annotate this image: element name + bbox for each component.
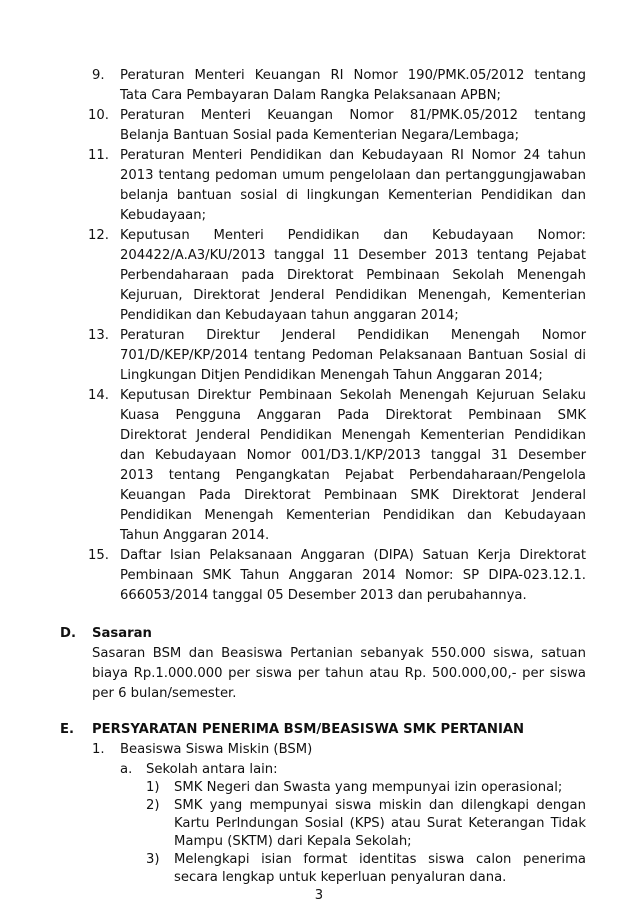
list-item-line: Tata Cara Pembayaran Dalam Rangka Pelaksanaan APBN;: [120, 88, 501, 103]
list-item-line: Kejuruan, Direktorat Jenderal Pendidikan Menengah, Kementerian: [120, 288, 586, 303]
list-item-line: Melengkapi isian format identitas siswa calon penerima: [174, 852, 586, 867]
list-item-line: SMK Negeri dan Swasta yang mempunyai izin operasional;: [174, 780, 563, 795]
list-number: 15.: [88, 548, 109, 563]
list-number: 13.: [88, 328, 109, 343]
section-heading: PERSYARATAN PENERIMA BSM/BEASISWA SMK PERTANIAN: [92, 722, 525, 737]
list-item-line: dan Kebudayaan Nomor 001/D3.1/KP/2013 tanggal 31 Desember: [120, 448, 586, 463]
list-item-line: Mampu (SKTM) dari Kepala Sekolah;: [174, 834, 412, 849]
sub-heading: Beasiswa Siswa Miskin (BSM): [120, 742, 313, 757]
section-letter: E.: [60, 722, 75, 737]
list-item-line: Belanja Bantuan Sosial pada Kementerian Negara/Lembaga;: [120, 128, 520, 143]
list-item-line: Keputusan Direktur Pembinaan Sekolah Menengah Kejuruan Selaku: [120, 388, 586, 403]
list-item-line: Keuangan Pada Direktorat Pembinaan SMK Direktorat Jenderal: [120, 488, 586, 503]
list-item-line: 204422/A.A3/KU/2013 tanggal 11 Desember 2013 tentang Pejabat: [120, 248, 586, 263]
sub-heading: Sekolah antara lain:: [146, 762, 278, 777]
sub-letter: a.: [120, 762, 133, 777]
list-number: 10.: [88, 108, 109, 123]
list-item-line: Kuasa Pengguna Anggaran Pada Direktorat Pembinaan SMK: [120, 408, 586, 423]
section-letter: D.: [60, 626, 76, 641]
list-number: 12.: [88, 228, 109, 243]
list-item-line: Perbendaharaan pada Direktorat Pembinaan Sekolah Menengah: [120, 268, 586, 283]
list-item-line: Kartu Perlndungan Sosial (KPS) atau Surat Keterangan Tidak: [174, 816, 586, 831]
list-item-line: Keputusan Menteri Pendidikan dan Kebudayaan Nomor:: [120, 228, 586, 243]
section-heading: Sasaran: [92, 626, 152, 641]
list-item-line: Peraturan Direktur Jenderal Pendidikan Menengah Nomor: [120, 328, 586, 343]
list-item-line: 2013 tentang Pengangkatan Pejabat Perbendaharaan/Pengelola: [120, 468, 586, 483]
list-item-line: Peraturan Menteri Pendidikan dan Kebudayaan RI Nomor 24 tahun: [120, 148, 586, 163]
list-item-line: secara lengkap untuk keperluan penyaluran dana.: [174, 870, 507, 885]
list-item-line: Peraturan Menteri Keuangan Nomor 81/PMK.05/2012 tentang: [120, 108, 586, 123]
list-item-line: Pendidikan dan Kebudayaan tahun anggaran 2014;: [120, 308, 459, 323]
paragraph-line: Sasaran BSM dan Beasiswa Pertanian sebanyak 550.000 siswa, satuan: [92, 646, 586, 661]
list-item-line: Pendidikan Menengah Kementerian Pendidikan dan Kebudayaan: [120, 508, 586, 523]
page-number: 3: [314, 888, 324, 903]
list-number: 1): [146, 780, 160, 795]
list-number: 9.: [92, 68, 105, 83]
list-number: 14.: [88, 388, 109, 403]
list-item-line: Direktorat Jenderal Pendidikan Menengah Kementerian Pendidikan: [120, 428, 586, 443]
list-item-line: 701/D/KEP/KP/2014 tentang Pedoman Pelaksanaan Bantuan Sosial di: [120, 348, 586, 363]
list-item-line: Pembinaan SMK Tahun Anggaran 2014 Nomor: SP DIPA-023.12.1.: [120, 568, 586, 583]
list-item-line: Kebudayaan;: [120, 208, 207, 223]
list-item-line: SMK yang mempunyai siswa miskin dan dilengkapi dengan: [174, 798, 586, 813]
list-number: 2): [146, 798, 160, 813]
list-item-line: belanja bantuan sosial di lingkungan Kementerian Pendidikan dan: [120, 188, 586, 203]
paragraph-line: per 6 bulan/semester.: [92, 686, 237, 701]
list-number: 11.: [88, 148, 109, 163]
list-item-line: 2013 tentang pedoman umum pengelolaan dan pertanggungjawaban: [120, 168, 586, 183]
sub-number: 1.: [92, 742, 105, 757]
list-item-line: Peraturan Menteri Keuangan RI Nomor 190/PMK.05/2012 tentang: [120, 68, 586, 83]
list-item-line: 666053/2014 tanggal 05 Desember 2013 dan perubahannya.: [120, 588, 527, 603]
list-number: 3): [146, 852, 160, 867]
list-item-line: Tahun Anggaran 2014.: [120, 528, 270, 543]
list-item-line: Lingkungan Ditjen Pendidikan Menengah Tahun Anggaran 2014;: [120, 368, 543, 383]
list-item-line: Daftar Isian Pelaksanaan Anggaran (DIPA) Satuan Kerja Direktorat: [120, 548, 586, 563]
paragraph-line: biaya Rp.1.000.000 per siswa per tahun atau Rp. 500.000,00,- per siswa: [92, 666, 586, 681]
